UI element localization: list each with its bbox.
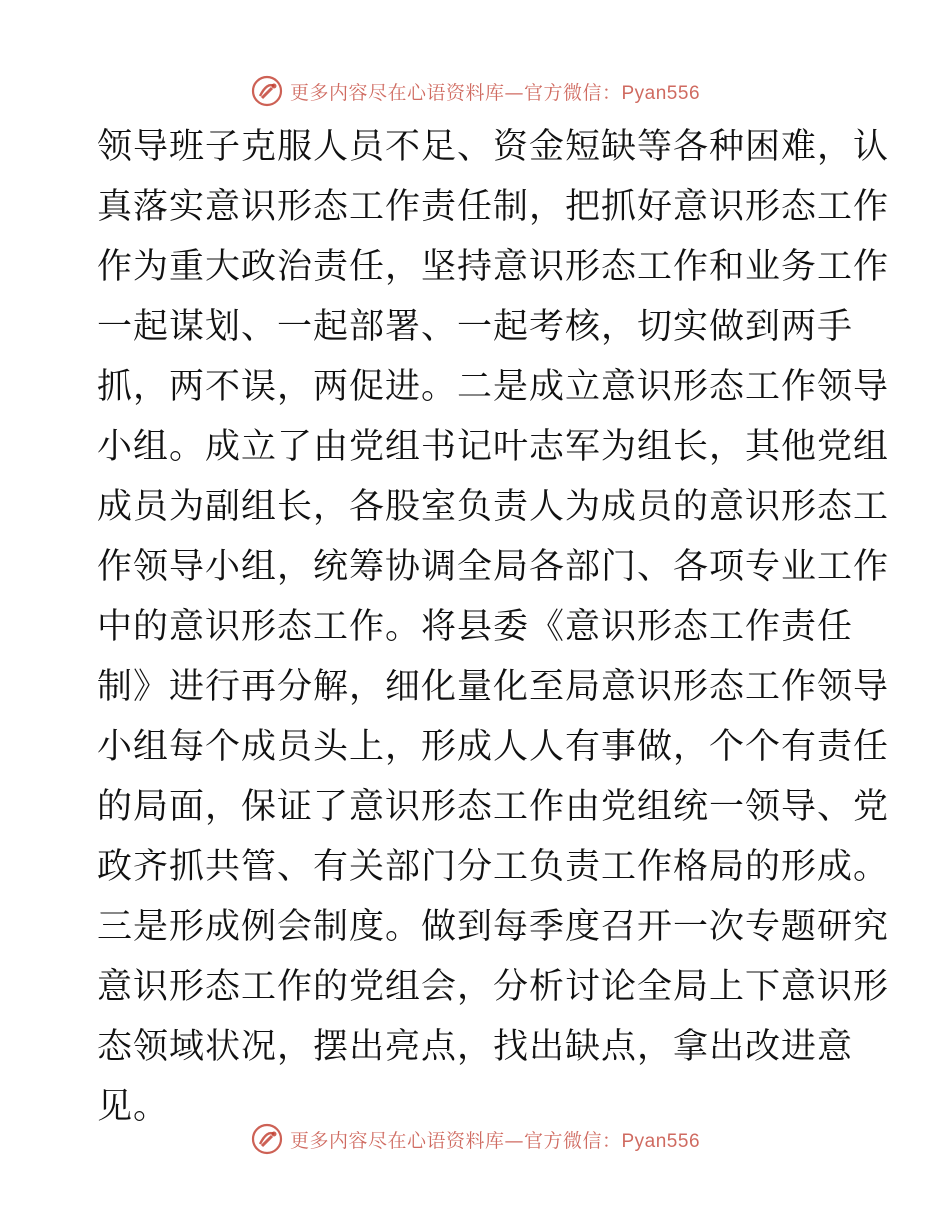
- body-line: 一起谋划、一起部署、一起考核，切实做到两手: [97, 307, 854, 347]
- body-line: 小组每个成员头上，形成人人有事做，个个有责任: [97, 727, 890, 767]
- body-line: 作领导小组，统筹协调全局各部门、各项专业工作: [97, 547, 890, 587]
- watermark-text: 更多内容尽在心语资料库—官方微信：Pyan556: [289, 1129, 701, 1152]
- header-watermark: [0, 71, 950, 111]
- body-line: 意识形态工作的党组会，分析讨论全局上下意识形: [97, 967, 890, 1007]
- body-line: 政齐抓共管、有关部门分工负责工作格局的形成。: [97, 847, 890, 887]
- wechat-id: Pyan556: [621, 82, 701, 104]
- body-line: 制》进行再分解，细化量化至局意识形态工作领导: [97, 667, 890, 707]
- brand-logo-icon: [250, 74, 284, 108]
- footer-watermark: [0, 1119, 950, 1159]
- body-line: 领导班子克服人员不足、资金短缺等各种困难，认: [97, 127, 890, 167]
- body-line: 抓，两不误，两促进。二是成立意识形态工作领导: [97, 367, 890, 407]
- document-body: [97, 117, 890, 1137]
- body-line: 见。: [97, 1087, 170, 1127]
- body-line: 三是形成例会制度。做到每季度召开一次专题研究: [97, 907, 890, 947]
- body-line: 真落实意识形态工作责任制，把抓好意识形态工作: [97, 187, 890, 227]
- body-line: 作为重大政治责任，坚持意识形态工作和业务工作: [97, 247, 890, 287]
- body-line: 中的意识形态工作。将县委《意识形态工作责任: [97, 607, 854, 647]
- wechat-id: Pyan556: [621, 1130, 701, 1152]
- brand-logo-icon: [250, 1122, 284, 1156]
- body-line: 的局面，保证了意识形态工作由党组统一领导、党: [97, 787, 890, 827]
- body-line: 小组。成立了由党组书记叶志军为组长，其他党组: [97, 427, 890, 467]
- body-line: 态领域状况，摆出亮点，找出缺点，拿出改进意: [97, 1027, 854, 1067]
- watermark-text: 更多内容尽在心语资料库—官方微信：Pyan556: [289, 81, 701, 104]
- body-line: 成员为副组长，各股室负责人为成员的意识形态工: [97, 487, 890, 527]
